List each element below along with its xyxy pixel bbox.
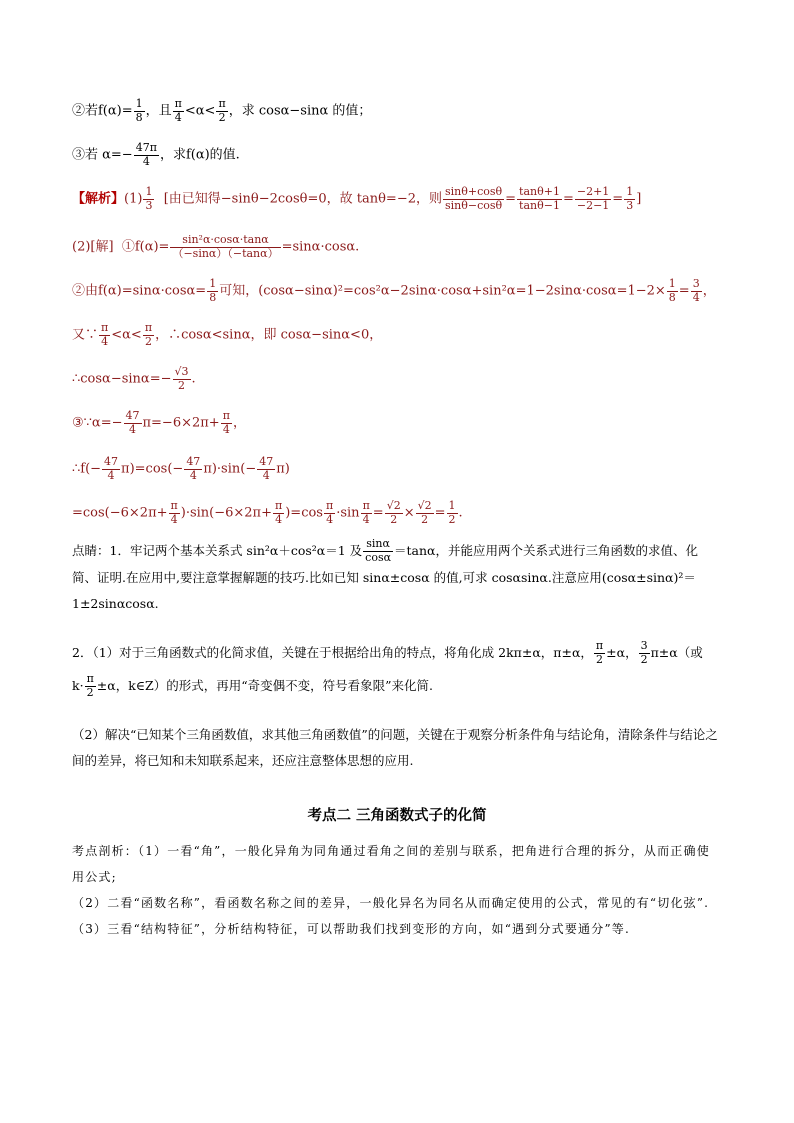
fraction: $\frac{47\pi}{4}$ <box>135 141 157 168</box>
tips-text: π±α（或 <box>650 645 703 660</box>
solution-text: ，∴cosα<sinα，即 cosα−sinα<0， <box>155 327 383 343</box>
solution-step-6 <box>72 456 290 482</box>
solution-text: ③∵α=− <box>72 415 123 431</box>
fraction: $\frac{1}{8}$ <box>668 277 676 304</box>
solution-text: π=−6×2π+ <box>142 415 220 431</box>
tips-text: 点睛：1．牢记两个基本关系式 sin²α＋cos²α＝1 及 <box>72 543 363 558</box>
fraction: $\frac{\pi}{4}$ <box>101 321 109 348</box>
solution-text: 可知，(cosα−sinα)²=cos²α−2sinα·cosα+sin²α=1−2sinα·cosα=1−2× <box>219 283 666 299</box>
solution-step-7 <box>72 500 463 526</box>
part-label: (2)[解] <box>72 239 114 255</box>
tips-text: ±α，k∈Z）的形式，再用“奇变偶不变，符号看象限”来化简. <box>96 677 433 693</box>
fraction: $\frac{1}{3}$ <box>145 185 153 212</box>
q3-text: ，求f(α)的值. <box>159 147 240 163</box>
solution-part-2-step-1 <box>72 234 359 260</box>
section-heading: 考点二 三角函数式子的化简 <box>307 808 487 824</box>
part-label: (1) <box>124 191 143 207</box>
fraction: $\frac{\text{sin²α·cosα·tanα}}{(-\sin\alpha)(-\tan\alpha)}$ <box>172 233 279 260</box>
solution-part-1 <box>72 186 641 212</box>
fraction: $\frac{\pi}{2}$ <box>218 97 226 124</box>
fraction: $\frac{3}{4}$ <box>692 277 700 304</box>
question-3 <box>72 142 240 168</box>
fraction: $\frac{1}{2}$ <box>448 499 456 526</box>
solution-text: ∴cosα−sinα=− <box>72 371 172 387</box>
solution-text: ①f(α)= <box>121 239 170 255</box>
solution-text: ， <box>702 283 716 299</box>
q2-text: ，求 cosα−sinα 的值； <box>228 103 372 119</box>
solution-text: π)=cos(− <box>121 461 184 477</box>
fraction: $\frac{\pi}{2}$ <box>86 672 94 699</box>
solution-text: = <box>562 191 574 207</box>
fraction: $\frac{\tan\theta+1}{\tan\theta-1}$ <box>519 185 560 212</box>
analysis-paragraph-1: 考点剖析：（1）一看“角”，一般化异角为同角通过看角之间的差别与联系，把角进行合理的拆分，从而正确使用公式; <box>72 844 710 884</box>
q3-text: ③若 α=− <box>72 147 133 163</box>
solution-text: <α< <box>111 327 142 343</box>
fraction: $\frac{3}{2}$ <box>640 639 648 666</box>
solution-text: π) <box>276 461 290 477</box>
solution-text: = <box>612 191 624 207</box>
jiexi-tag: 【解析】 <box>72 191 125 207</box>
solution-step-3 <box>72 322 382 348</box>
solution-text: = <box>372 505 384 521</box>
tips-paragraph-3 <box>72 722 722 774</box>
tips-text: k· <box>72 677 84 693</box>
tips-text: 2．（1）对于三角函数式的化简求值，关键在于根据给出角的特点，将角化成 2kπ±α，π±α， <box>72 645 593 660</box>
analysis-paragraph-3: （3）三看“结构特征”，分析结构特征，可以帮助我们找到变形的方向，如“遇到分式要通分”等. <box>72 922 630 936</box>
solution-text: ∴f(− <box>72 461 102 477</box>
tips-text: ＝tanα，并能应用两个关系式进行三角函数的求值、化简、证明.在应用中,要注意掌握解题的技巧.比如已知 sinα±cosα 的值,可求 cosαsinα.注意应用(cosα±sinα)²＝1±2sinαcosα. <box>72 543 698 611</box>
fraction: $\frac{\pi}{2}$ <box>595 639 604 666</box>
fraction: $\frac{1}{3}$ <box>626 185 634 212</box>
tips-paragraph-1 <box>72 538 722 617</box>
fraction: $\frac{\pi}{4}$ <box>362 499 370 526</box>
solution-part-2-step-3 <box>72 410 246 436</box>
fraction: $\frac{-2+1}{-2-1}$ <box>576 185 610 212</box>
fraction: $\frac{√2}{2}$ <box>417 499 432 526</box>
fraction: $\frac{1}{8}$ <box>209 277 217 304</box>
fraction: $\frac{\pi}{4}$ <box>174 97 182 124</box>
q2-text: ，且 <box>145 103 172 119</box>
solution-text: ②由f(α)=sinα·cosα= <box>72 283 207 299</box>
solution-text: =sinα·cosα. <box>281 239 360 255</box>
solution-text: . <box>458 505 463 521</box>
fraction: $\frac{\sin\alpha}{\cos\alpha}$ <box>365 537 392 564</box>
solution-text: =cos(−6×2π+ <box>72 505 168 521</box>
solution-text: )·sin(−6×2π+ <box>180 505 272 521</box>
solution-text: . <box>191 371 196 387</box>
tips-paragraph-2 <box>72 640 722 699</box>
solution-text: = <box>505 191 517 207</box>
fraction: $\frac{\pi}{2}$ <box>144 321 153 348</box>
solution-text: = <box>434 505 446 521</box>
tips-text: （2）解决“已知某个三角函数值，求其他三角函数值”的问题，关键在于观察分析条件角与结论角，清除条件与结论之间的差异，将已知和未知联系起来，还应注意整体思想的应用. <box>72 727 718 768</box>
solution-text: [由已知得−sinθ−2cosθ=0，故 tanθ=−2，则 <box>163 191 442 207</box>
solution-text: ·sin <box>336 505 360 521</box>
fraction: $\frac{47}{4}$ <box>259 455 274 482</box>
fraction: $\frac{\sin\theta+\cos\theta}{\sin\theta-\cos\theta}$ <box>445 185 503 212</box>
solution-text: π)·sin(− <box>203 461 257 477</box>
solution-text: × <box>403 505 415 521</box>
q2-text: ②若f(α)= <box>72 103 133 119</box>
analysis-paragraph-2: （2）二看“函数名称”，看函数名称之间的差异，一般化异名为同名从而确定使用的公式，常见的有“切化弦”. <box>72 896 710 910</box>
question-2 <box>72 98 371 124</box>
fraction: $\frac{\pi}{4}$ <box>325 499 334 526</box>
fraction: $\frac{47}{4}$ <box>186 455 201 482</box>
solution-text: ] <box>636 191 642 207</box>
fraction: $\frac{\pi}{4}$ <box>170 499 178 526</box>
fraction: $\frac{\pi}{4}$ <box>275 499 283 526</box>
solution-step-4 <box>72 366 196 392</box>
tips-text: ±α， <box>606 645 638 660</box>
solution-part-2-step-2 <box>72 278 716 304</box>
analysis-block <box>72 838 722 942</box>
fraction: $\frac{\pi}{4}$ <box>222 409 230 436</box>
solution-text: ， <box>232 415 246 431</box>
fraction: $\frac{√2}{2}$ <box>386 499 401 526</box>
q2-text: <α< <box>184 103 216 119</box>
fraction: $\frac{47}{4}$ <box>104 455 119 482</box>
fraction: $\frac{√3}{2}$ <box>174 365 189 392</box>
solution-text: = <box>678 283 690 299</box>
solution-text: )=cos <box>285 505 323 521</box>
fraction: $\frac{1}{8}$ <box>135 97 143 124</box>
solution-text: 又∵ <box>72 327 99 343</box>
fraction: $\frac{47}{4}$ <box>125 409 140 436</box>
